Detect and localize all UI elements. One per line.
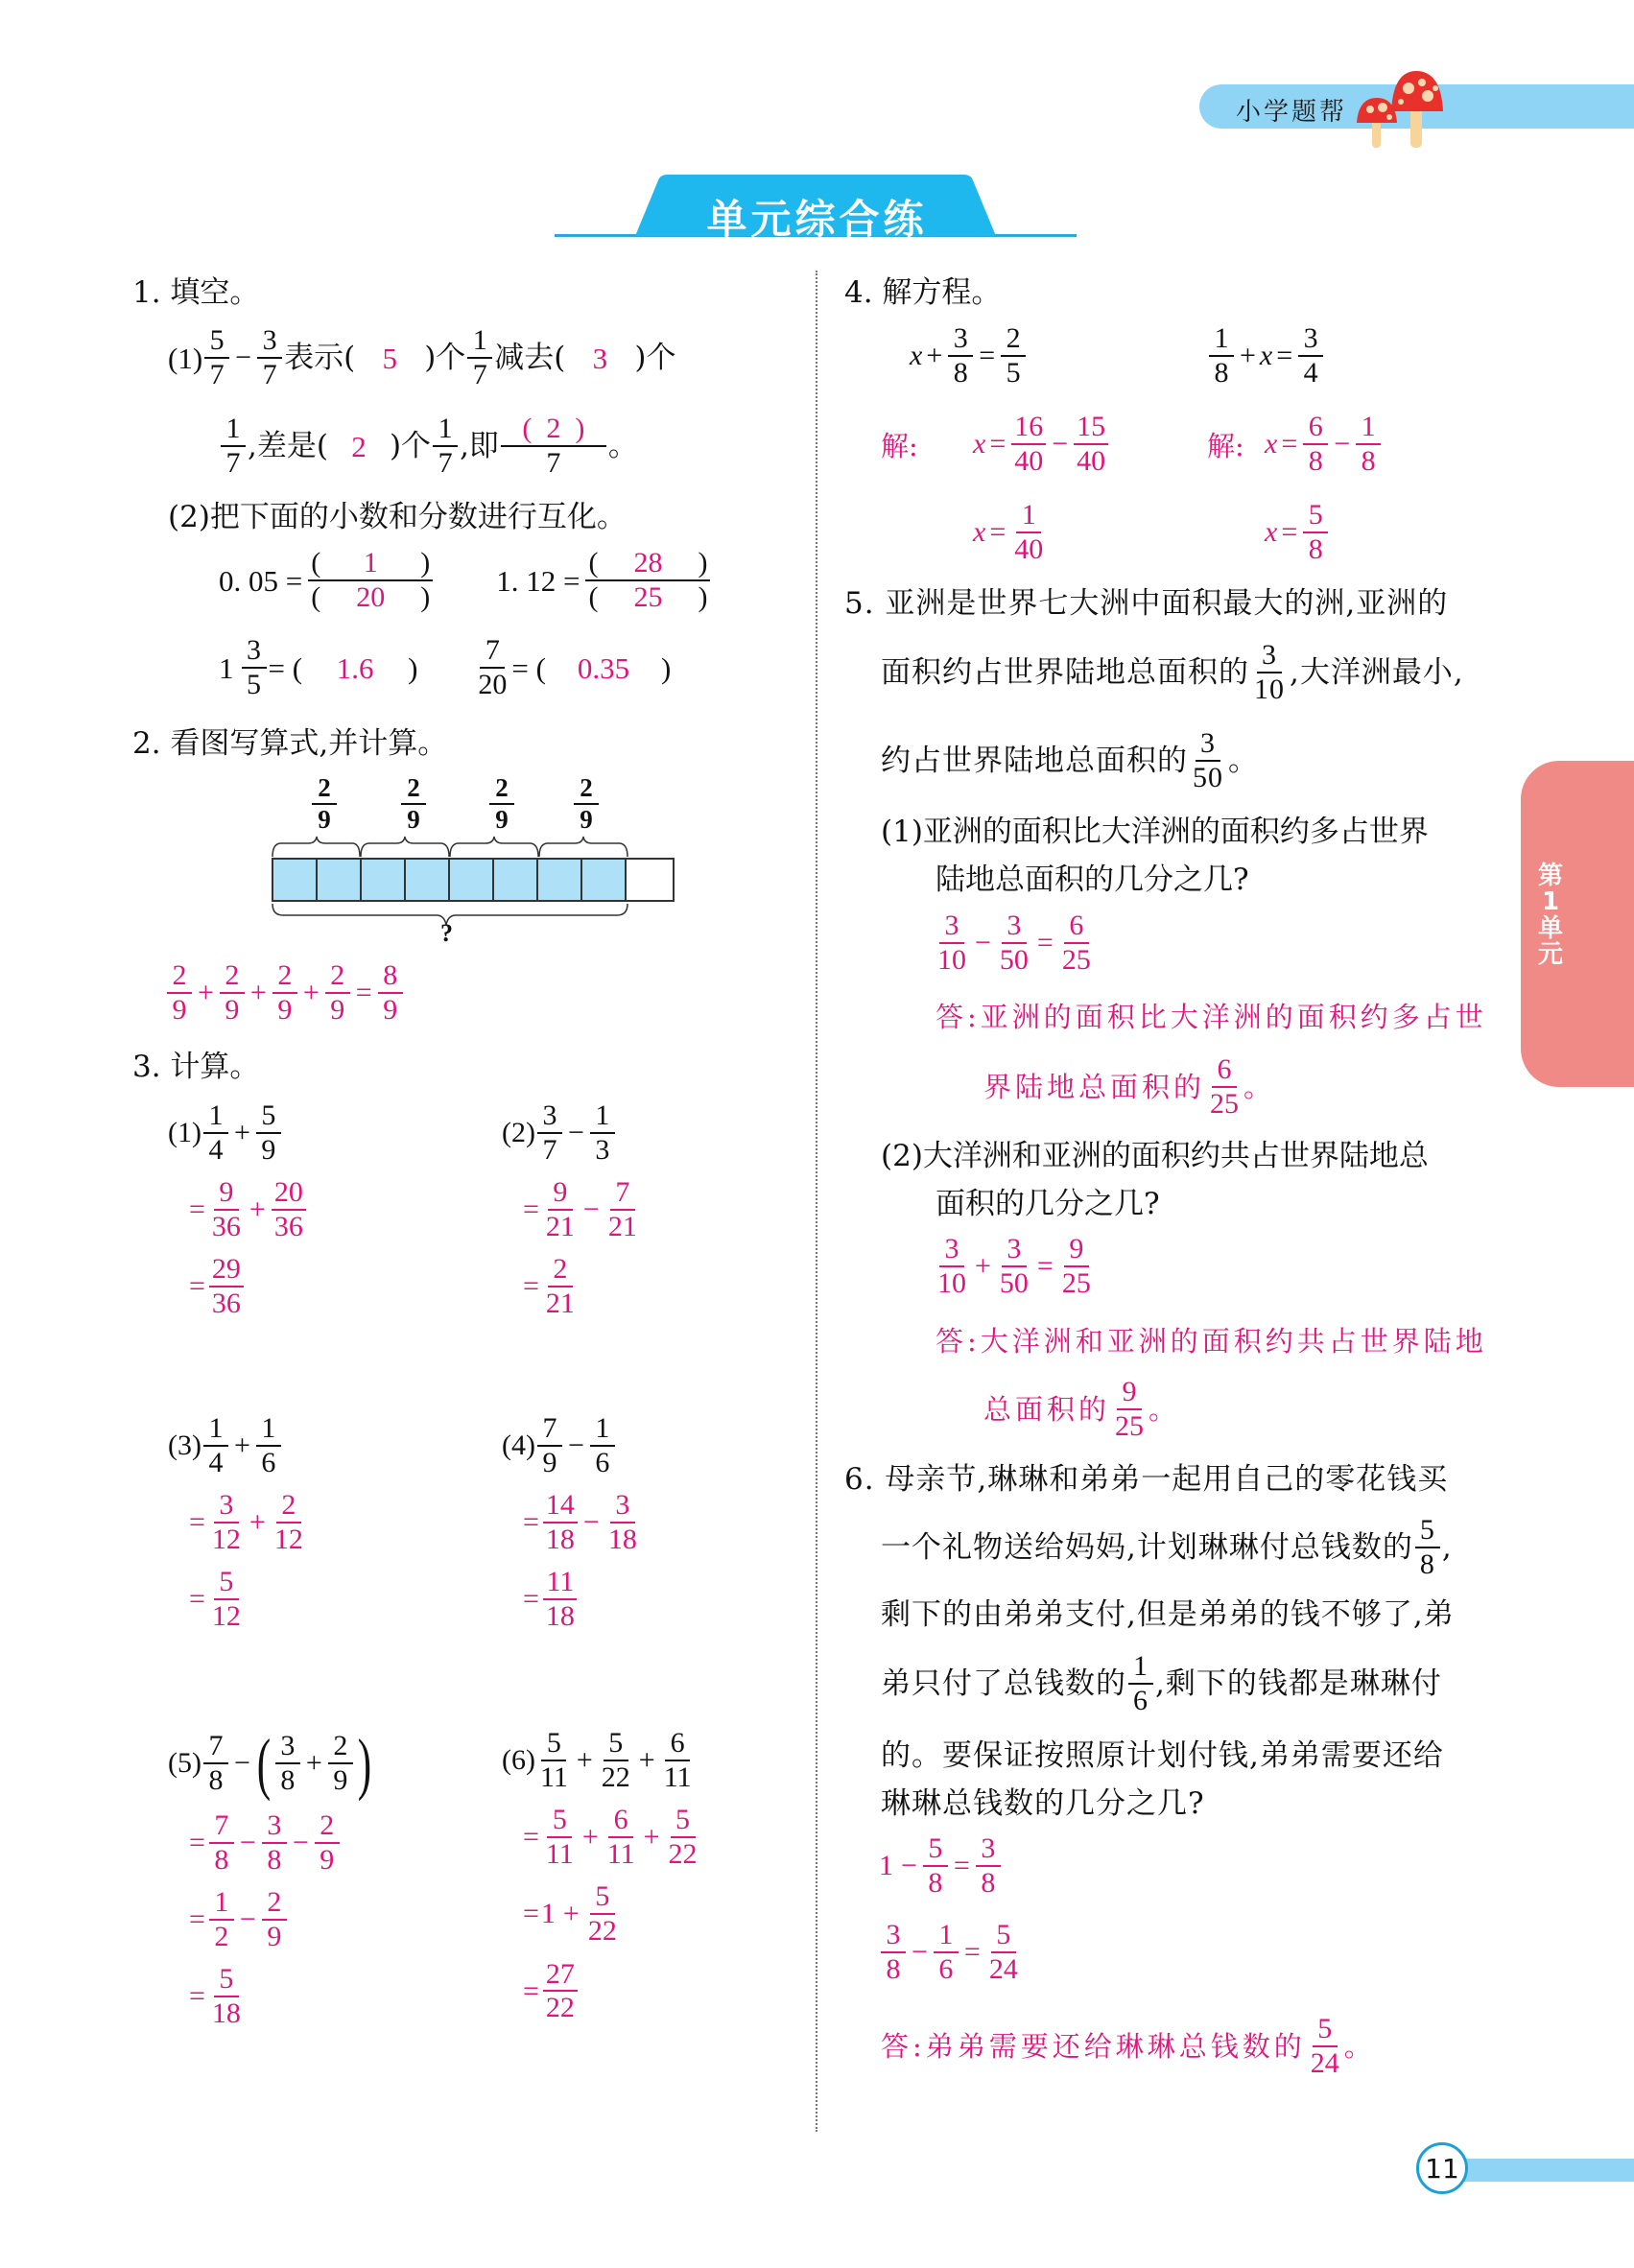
fraction: $\frac{5}{8}$ (923, 1834, 948, 1898)
fraction: 1 7 (467, 326, 492, 390)
fraction: $\frac{2}{12}$ (273, 1489, 303, 1555)
calc-problem-5 (168, 1725, 374, 2029)
unknown-label: ? (440, 919, 453, 947)
q2-heading: 2. 看图写算式,并计算。 (132, 726, 448, 761)
conversion-row-2: 1 $\frac{3}{5}$ = ( 1.6 ) $\frac{7}{20}$ = ( 0.35 ) (219, 634, 672, 700)
fraction: $\frac{1}{6}$ (590, 1414, 615, 1477)
q5-part2-question-cont: 面积的几分之几? (935, 1187, 1160, 1221)
fraction: $\frac{1}{3}$ (590, 1101, 615, 1165)
fraction: $\frac{2}{9}$ (325, 961, 350, 1025)
expression: 1 2 − $\frac{2}{9}$ (207, 1888, 289, 1951)
q5-line-2: 面积约占世界陆地总面积的 3 10 ,大洋洲最小, (881, 639, 1464, 705)
q6-line-2: 一个礼物送给妈妈,计划琳琳付总钱数的 5 8 , (881, 1514, 1453, 1580)
fraction: 7 9 (537, 1414, 562, 1477)
fraction: 2 21 (545, 1253, 575, 1319)
problem-label: (4) (502, 1429, 535, 1462)
fraction: $\frac{3}{50}$ (999, 1233, 1029, 1299)
expression: 9 21 − $\frac{7}{21}$ (541, 1178, 642, 1241)
problem-label: (1) (168, 1117, 201, 1149)
q1-part2-heading: (2)把下面的小数和分数进行互化。 (168, 500, 627, 534)
segment-label: 2 9 (312, 775, 337, 833)
fraction: 9 21 (545, 1176, 575, 1242)
q6-line-5: 的。要保证按照原计划付钱,弟弟需要还给 (881, 1738, 1444, 1773)
page-title: 单元综合练 (706, 196, 928, 243)
fraction: $\frac{3}{8}$ (976, 1834, 1001, 1898)
expression: 9 36 + $\frac{20}{36}$ (207, 1178, 308, 1241)
page-number: 11 (1416, 2142, 1468, 2194)
calc-problem-6 (502, 1729, 702, 2023)
fraction: 5 12 (211, 1566, 241, 1632)
conversion-row-1: 0. 05 = ( 1 ) ( 20 ) 1. 12 = ( 28 ) ( 25 ) (219, 549, 712, 612)
fraction: 5 11 (539, 1727, 568, 1793)
segment-label: 2 9 (574, 775, 599, 833)
fraction: $\frac{5}{9}$ (256, 1101, 281, 1165)
solution-2-step-1: 解: x = $\frac{6}{8}$ − $\frac{1}{8}$ (1207, 413, 1383, 476)
solution-step: = 9 21 − $\frac{7}{21}$ (523, 1178, 642, 1241)
fraction: 3 8 (275, 1732, 300, 1795)
solution-1-step-2: x = $\frac{1}{40}$ (973, 499, 1044, 565)
fraction: $\frac{3}{18}$ (607, 1489, 637, 1555)
expression: 7 9 − $\frac{1}{6}$ (535, 1414, 617, 1477)
solution-step: = 1 2 − $\frac{2}{9}$ (189, 1888, 374, 1951)
answer-fraction: ( 2 ) 7 (501, 414, 606, 478)
q5-part1-answer: 答:亚洲的面积比大洋洲的面积约多占世 (935, 1001, 1487, 1033)
fraction: $\frac{6}{11}$ (606, 1804, 635, 1870)
bar (272, 858, 675, 902)
fraction: 3 10 (937, 910, 966, 976)
expression: 3 12 + $\frac{2}{12}$ (207, 1491, 308, 1554)
q5-part2-calc (933, 1235, 1096, 1298)
fraction: $\frac{3}{8}$ (262, 1811, 287, 1875)
q4-heading: 4. 解方程。 (844, 275, 1002, 310)
answer-fraction: ( 28 ) ( 25 ) (585, 549, 710, 612)
q1-part1-line2: 1 7 ,差是( 2 )个 1 7 ,即 ( 2 ) 7 。 (219, 414, 638, 478)
fraction: 7 8 (203, 1732, 228, 1795)
fraction: $\frac{5}{22}$ (587, 1880, 617, 1947)
expression (541, 1568, 580, 1631)
solution-1-step-1: 解: x = $\frac{16}{40}$ − $\frac{15}{40}$ (881, 413, 1110, 476)
answer-blank: 2 (351, 429, 367, 463)
problem-label: (5) (168, 1747, 201, 1779)
q3-heading: 3. 计算。 (132, 1050, 260, 1084)
fraction: 1 2 (209, 1888, 234, 1951)
fraction: $\frac{7}{20}$ (478, 634, 508, 700)
q6-line-6: 琳琳总钱数的几分之几? (881, 1786, 1205, 1821)
fraction: $\frac{2}{9}$ (220, 961, 245, 1025)
fraction: $\frac{1}{6}$ (256, 1414, 281, 1477)
q6-line-1: 6. 母亲节,琳琳和弟弟一起用自己的零花钱买 (844, 1462, 1449, 1497)
fraction: $\frac{5}{22}$ (668, 1804, 698, 1870)
solution-step: = 3 12 + $\frac{2}{12}$ (189, 1491, 308, 1554)
segment-label: 2 9 (489, 775, 514, 833)
calc-problem-3 (168, 1414, 308, 1632)
answer-blank: 3 (592, 341, 608, 375)
solution-step: = 9 36 + $\frac{20}{36}$ (189, 1178, 308, 1241)
fraction: $\frac{2}{9}$ (262, 1888, 287, 1951)
answer-fraction: ( 1 ) ( 20 ) (308, 549, 433, 612)
calc-problem-2 (502, 1101, 642, 1319)
fraction: 7 8 (209, 1811, 234, 1875)
mushroom-icon (1353, 59, 1458, 152)
expression: 1 − $\frac{5}{8}$ = $\frac{3}{8}$ (879, 1834, 1003, 1898)
q6-line-3: 剩下的由弟弟支付,但是弟弟的钱不够了,弟 (881, 1597, 1455, 1632)
segment-label: 2 9 (401, 775, 426, 833)
solution-step: = 5 11 + $\frac{6}{11}$ + $\frac{5}{22}$ (523, 1806, 702, 1869)
fraction: 1 4 (203, 1414, 228, 1477)
fraction: 14 18 (543, 1491, 578, 1554)
expression (541, 1255, 580, 1318)
equation-2: 1 8 + x = $\frac{3}{4}$ (1207, 324, 1325, 388)
q5-part2-answer: 答:大洋洲和亚洲的面积约共占世界陆地 (935, 1325, 1487, 1358)
solution-step: = 5 12 (189, 1568, 308, 1631)
expression (207, 1255, 246, 1318)
expression (541, 1957, 580, 2024)
fraction: $\frac{2}{9}$ (272, 961, 297, 1025)
expression (207, 1568, 246, 1631)
fraction: 11 18 (543, 1568, 578, 1631)
expression (207, 1965, 246, 2028)
top-braces (272, 836, 628, 859)
fraction: $\frac{2}{9}$ (328, 1732, 353, 1795)
fraction: $\frac{9}{25}$ (1061, 1233, 1091, 1299)
calc-problem-4 (502, 1414, 642, 1632)
fraction: 1 7 (221, 414, 246, 478)
fraction: 3 7 (537, 1101, 562, 1165)
q5-line-3: 约占世界陆地总面积的 3 50 。 (881, 727, 1259, 793)
solution-step: = 1 + $\frac{5}{22}$ (523, 1882, 702, 1946)
solution-step: = 29 36 (189, 1255, 308, 1318)
fraction: $\frac{3}{5}$ (242, 636, 267, 699)
q1-part1-line1: (1) 5 7 − $\frac{3}{7}$ 表示( 5 )个 1 7 减去( 3 )个 (168, 324, 676, 390)
answer-blank: 0.35 (577, 650, 630, 685)
fraction: $\frac{5}{24}$ (988, 1919, 1018, 1985)
fraction: $\frac{20}{36}$ (272, 1178, 306, 1241)
fraction: 3 10 (937, 1233, 966, 1299)
fraction: 5 11 (545, 1804, 574, 1870)
q6-calc-2 (879, 1921, 1023, 1984)
fraction: $\frac{8}{9}$ (378, 961, 403, 1025)
q5-part1-question-cont: 陆地总面积的几分之几? (935, 862, 1249, 897)
fraction: $\frac{7}{21}$ (607, 1176, 637, 1242)
solution-step: = 14 18 − $\frac{3}{18}$ (523, 1491, 642, 1554)
fraction: 3 8 (881, 1921, 906, 1984)
bar-diagram (272, 775, 675, 948)
problem-label: (6) (502, 1744, 535, 1777)
expression: 3 10 − $\frac{3}{50}$ = $\frac{6}{25}$ (933, 911, 1096, 975)
fraction: 3 12 (211, 1489, 241, 1555)
expression: 1 4 + $\frac{1}{6}$ (201, 1414, 283, 1477)
q5-part2-answer-cont: 总面积的 9 25 。 (983, 1376, 1181, 1442)
q1-heading: 1. 填空。 (132, 275, 260, 310)
problem-label: (2) (502, 1117, 535, 1149)
solution-step: = 27 22 (523, 1960, 702, 2023)
fraction: $\frac{2}{9}$ (315, 1811, 340, 1875)
q5-part1-calc (933, 911, 1096, 975)
fraction: 27 22 (543, 1960, 578, 2023)
problem-label: (3) (168, 1429, 201, 1462)
solution-step: = 2 21 (523, 1255, 642, 1318)
expression: 3 7 − $\frac{1}{3}$ (535, 1101, 617, 1165)
fraction: $\frac{3}{7}$ (257, 326, 282, 390)
expression: 14 18 − $\frac{3}{18}$ (541, 1491, 642, 1554)
q5-line-1: 5. 亚洲是世界七大洲中面积最大的洲,亚洲的 (844, 586, 1449, 621)
fraction: 5 18 (211, 1963, 241, 2029)
fraction: 5 7 (204, 326, 229, 390)
expression: 5 11 + $\frac{6}{11}$ + $\frac{5}{22}$ (541, 1806, 702, 1869)
brand-label: 小学题帮 (1236, 98, 1348, 127)
fraction: 1 4 (203, 1101, 228, 1165)
expression: 3 10 + $\frac{3}{50}$ = $\frac{9}{25}$ (933, 1235, 1096, 1298)
fraction: 9 36 (211, 1176, 241, 1242)
q5-part1-answer-cont: 界陆地总面积的 6 25 。 (983, 1053, 1276, 1120)
fraction: 29 36 (209, 1255, 244, 1318)
answer-blank: 5 (382, 341, 397, 375)
q2-answer: 2 9 + $\frac{2}{9}$ + $\frac{2}{9}$ + $\frac{2}{9}$ = $\frac{8}{9}$ (165, 961, 405, 1025)
solution-step: = 5 18 (189, 1965, 374, 2028)
q6-answer: 答:弟弟需要还给琳琳总钱数的 5 24 。 (881, 2013, 1376, 2079)
expression: 7 8 − $\frac{3}{8}$ − $\frac{2}{9}$ (207, 1811, 342, 1875)
solution-step: = 11 18 (523, 1568, 642, 1631)
fraction: 1 7 (433, 414, 458, 478)
column-divider (816, 271, 817, 2132)
fraction: $\frac{6}{25}$ (1061, 910, 1091, 976)
fraction: $\frac{5}{22}$ (601, 1727, 630, 1793)
fraction: $\frac{1}{6}$ (934, 1921, 959, 1984)
unit-tab-label: 第1单元 (1537, 862, 1563, 969)
expression: 3 8 − $\frac{1}{6}$ = $\frac{5}{24}$ (879, 1921, 1023, 1984)
q5-part1-question: (1)亚洲的面积比大洋洲的面积约多占世界 (881, 815, 1429, 849)
fraction: $\frac{3}{50}$ (999, 910, 1029, 976)
fraction: 2 9 (167, 961, 192, 1025)
expression: 5 11 + $\frac{5}{22}$ + $\frac{6}{11}$ (535, 1729, 697, 1792)
solution-step: = 7 8 − $\frac{3}{8}$ − $\frac{2}{9}$ (189, 1811, 374, 1875)
q6-line-4: 弟只付了总钱数的 1 6 ,剩下的钱都是琳琳付 (881, 1650, 1442, 1716)
q5-part2-question: (2)大洋洲和亚洲的面积约共占世界陆地总 (881, 1139, 1429, 1173)
q6-calc-1 (879, 1834, 1003, 1898)
footer-bar (1463, 2159, 1634, 2182)
answer-blank: 1.6 (336, 650, 374, 685)
expression: 1 4 + $\frac{5}{9}$ (201, 1101, 283, 1165)
fraction: $\frac{6}{11}$ (663, 1727, 692, 1793)
expression: 7 8 − ( 3 8 + $\frac{2}{9}$ ) (201, 1729, 374, 1798)
calc-problem-1 (168, 1101, 308, 1319)
expression: 1 + $\frac{5}{22}$ (541, 1882, 622, 1946)
equation-1: x + $\frac{3}{8}$ = $\frac{2}{5}$ (910, 324, 1028, 388)
solution-2-step-2: x = $\frac{5}{8}$ (1265, 501, 1330, 564)
